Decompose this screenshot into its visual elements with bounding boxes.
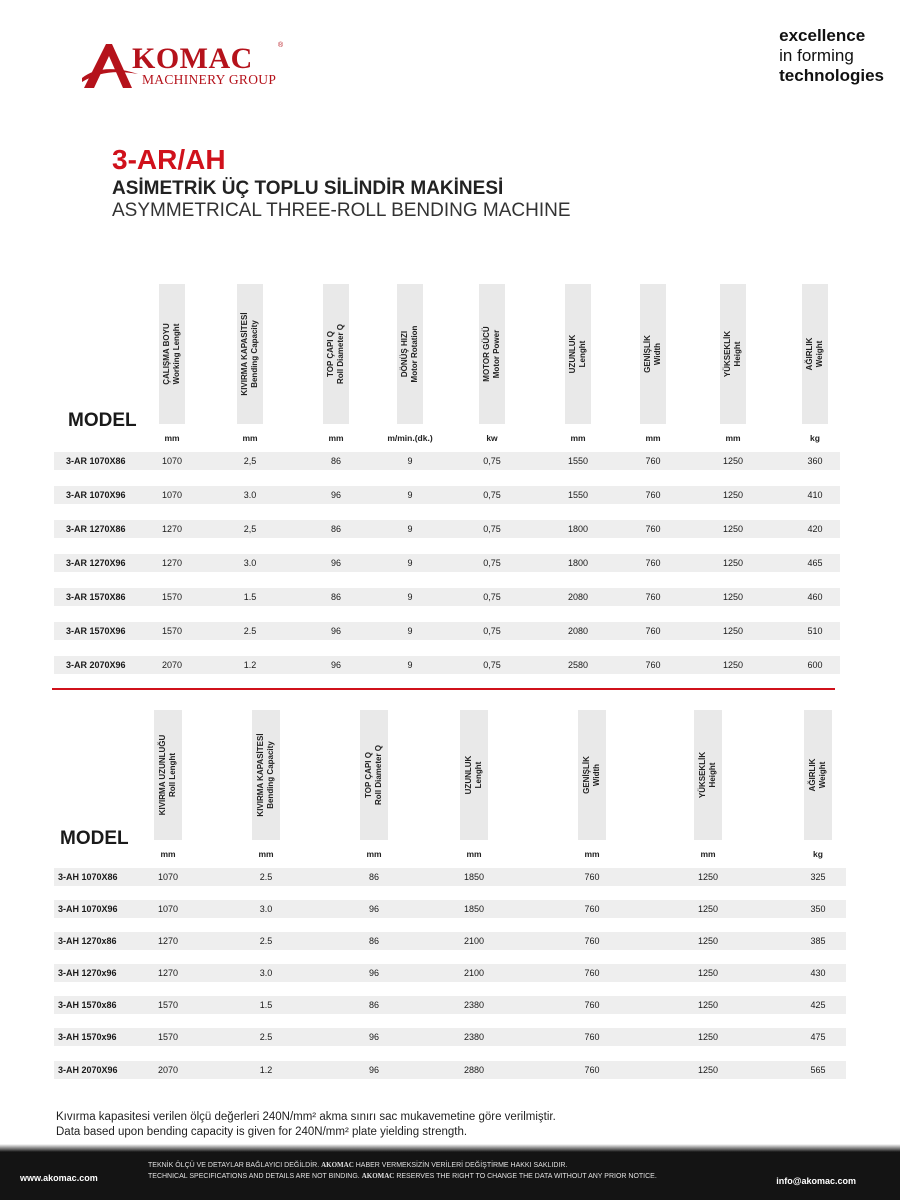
model-column-heading: MODEL <box>60 828 129 849</box>
row-value: 9 <box>407 490 413 500</box>
row-value: 600 <box>807 660 823 670</box>
logo-a-mark-icon <box>80 38 140 94</box>
row-value: 760 <box>584 872 600 882</box>
column-header-tr: DÖNÜŞ HIZI <box>400 330 409 378</box>
column-header-tr: UZUNLUK <box>568 334 577 374</box>
column-header-label <box>240 284 260 424</box>
row-model-name: 3-AR 2070X96 <box>66 660 126 670</box>
row-value: 760 <box>645 660 661 670</box>
column-header-en: Roll Lenght <box>168 753 177 797</box>
row-value: 2070 <box>157 1065 179 1075</box>
row-value: 86 <box>330 524 342 534</box>
row-value: 96 <box>330 558 342 568</box>
row-value: 465 <box>807 558 823 568</box>
column-header-tr: YÜKSEKLİK <box>698 751 707 799</box>
row-value: 1270 <box>161 524 183 534</box>
column-header <box>360 710 388 840</box>
model-column-heading: MODEL <box>68 410 137 431</box>
column-header-label <box>698 705 718 845</box>
footer-fade <box>0 1144 900 1152</box>
row-value: 460 <box>807 592 823 602</box>
row-value: 9 <box>407 660 413 670</box>
row-value: 0,75 <box>483 558 501 568</box>
column-header <box>565 284 591 424</box>
row-model-name: 3-AH 1270x96 <box>58 968 117 978</box>
column-unit: kw <box>486 433 498 443</box>
column-header-en: Bending Capacity <box>266 741 275 809</box>
column-header-tr: ÇALIŞMA BOYU <box>162 323 171 385</box>
row-value: 1570 <box>161 592 183 602</box>
product-code: 3-AR/AH <box>112 144 226 175</box>
row-value: 1250 <box>697 1000 719 1010</box>
row-value: 1250 <box>697 1032 719 1042</box>
row-value: 1250 <box>722 558 744 568</box>
row-value: 1800 <box>567 558 589 568</box>
column-header-label <box>162 284 182 424</box>
row-value: 385 <box>810 936 826 946</box>
row-value: 1270 <box>161 558 183 568</box>
row-value: 760 <box>645 626 661 636</box>
row-value: 3.0 <box>259 904 273 914</box>
column-header <box>460 710 488 840</box>
column-header-tr: UZUNLUK <box>464 755 473 795</box>
column-header-tr: TOP ÇAPI Q <box>326 331 335 377</box>
row-value: 1550 <box>567 490 589 500</box>
row-value: 2.5 <box>259 936 273 946</box>
column-header-label <box>464 705 484 845</box>
row-value: 1270 <box>157 968 179 978</box>
column-header-en: Weight <box>818 761 827 789</box>
disclaimer-tr-brand: AKOMAC <box>321 1161 354 1169</box>
column-header-label <box>582 705 602 845</box>
row-value: 96 <box>330 490 342 500</box>
row-value: 9 <box>407 524 413 534</box>
row-value: 86 <box>330 592 342 602</box>
row-value: 2.5 <box>259 1032 273 1042</box>
row-value: 1.2 <box>259 1065 273 1075</box>
column-header <box>154 710 182 840</box>
akomac-logo <box>80 38 290 94</box>
column-header-tr: GENİŞLİK <box>643 335 652 373</box>
column-header <box>479 284 505 424</box>
row-value: 96 <box>368 1032 380 1042</box>
row-value: 760 <box>584 904 600 914</box>
row-value: 9 <box>407 456 413 466</box>
logo-subtitle: MACHINERY GROUP <box>142 72 277 87</box>
row-value: 1270 <box>157 936 179 946</box>
disclaimer-en-post: RESERVES THE RIGHT TO CHANGE THE DATA WITHOUT ANY PRIOR NOTICE. <box>396 1173 657 1180</box>
column-header-tr: KIVIRMA UZUNLUĞU <box>158 734 167 816</box>
row-value: 0,75 <box>483 660 501 670</box>
row-value: 0,75 <box>483 524 501 534</box>
column-unit: mm <box>645 433 661 443</box>
disclaimer-en-pre: TECHNICAL SPECIFICATIONS AND DETAILS ARE NOT BINDING. <box>148 1173 360 1180</box>
column-header-label <box>256 705 276 845</box>
column-header-en: Lenght <box>474 761 483 789</box>
column-header-label <box>326 284 346 424</box>
row-model-name: 3-AH 1570x96 <box>58 1032 117 1042</box>
column-header <box>159 284 185 424</box>
row-value: 2070 <box>161 660 183 670</box>
column-header-tr: MOTOR GÜCÜ <box>482 326 491 382</box>
row-value: 86 <box>368 1000 380 1010</box>
footer-website-link[interactable]: www.akomac.com <box>20 1173 98 1183</box>
row-value: 1850 <box>463 904 485 914</box>
row-value: 1.5 <box>259 1000 273 1010</box>
column-header-label <box>808 705 828 845</box>
row-model-name: 3-AR 1570X86 <box>66 592 126 602</box>
column-header-en: Working Lenght <box>172 323 181 385</box>
column-unit: mm <box>328 433 344 443</box>
column-header <box>720 284 746 424</box>
row-value: 760 <box>645 456 661 466</box>
row-value: 2080 <box>567 592 589 602</box>
row-value: 2,5 <box>243 456 257 466</box>
column-unit: mm <box>164 433 180 443</box>
column-unit: mm <box>160 849 176 859</box>
column-unit: kg <box>810 433 820 443</box>
row-value: 0,75 <box>483 592 501 602</box>
row-value: 9 <box>407 592 413 602</box>
row-value: 1070 <box>157 872 179 882</box>
row-value: 86 <box>368 872 380 882</box>
column-header-tr: GENİŞLİK <box>582 756 591 794</box>
row-value: 96 <box>368 968 380 978</box>
footer-disclaimer <box>148 1160 657 1182</box>
row-value: 0,75 <box>483 490 501 500</box>
row-value: 760 <box>584 1000 600 1010</box>
row-value: 1250 <box>722 490 744 500</box>
row-value: 1570 <box>157 1032 179 1042</box>
column-header-en: Motor Rotation <box>410 325 419 383</box>
row-model-name: 3-AH 1570x86 <box>58 1000 117 1010</box>
row-value: 475 <box>810 1032 826 1042</box>
column-header-en: Height <box>733 341 742 367</box>
column-header <box>323 284 349 424</box>
column-header-en: Roll Diameter Q <box>374 745 383 806</box>
column-header-en: Bending Capacity <box>250 320 259 388</box>
row-value: 1570 <box>161 626 183 636</box>
disclaimer-tr <box>148 1160 657 1171</box>
tagline <box>779 26 884 86</box>
row-value: 360 <box>807 456 823 466</box>
row-model-name: 3-AH 1270x86 <box>58 936 117 946</box>
registered-mark: ® <box>278 42 284 49</box>
column-header-label <box>643 284 663 424</box>
row-value: 410 <box>807 490 823 500</box>
row-value: 86 <box>368 936 380 946</box>
column-header-label <box>158 705 178 845</box>
product-title-tr: ASİMETRİK ÜÇ TOPLU SİLİNDİR MAKİNESİ <box>112 178 504 199</box>
column-header-tr: KIVIRMA KAPASİTESİ <box>240 312 249 396</box>
row-value: 1550 <box>567 456 589 466</box>
disclaimer-tr-post: HABER VERMEKSİZİN VERİLERİ DEĞİŞTİRME HAKKI SAKLIDIR. <box>355 1162 568 1169</box>
column-unit: mm <box>258 849 274 859</box>
row-value: 2100 <box>463 936 485 946</box>
row-value: 3.0 <box>259 968 273 978</box>
column-header-en: Height <box>708 762 717 788</box>
row-value: 2080 <box>567 626 589 636</box>
column-header <box>804 710 832 840</box>
row-value: 1250 <box>722 660 744 670</box>
row-value: 1250 <box>722 456 744 466</box>
row-value: 1070 <box>161 490 183 500</box>
row-value: 86 <box>330 456 342 466</box>
row-value: 760 <box>645 592 661 602</box>
footer-email-link[interactable]: info@akomac.com <box>776 1176 856 1186</box>
column-header-label <box>400 284 420 424</box>
row-value: 1.2 <box>243 660 257 670</box>
column-unit: mm <box>584 849 600 859</box>
row-value: 1850 <box>463 872 485 882</box>
row-value: 1570 <box>157 1000 179 1010</box>
row-value: 760 <box>584 968 600 978</box>
row-model-name: 3-AH 1070X96 <box>58 904 118 914</box>
column-header-en: Width <box>592 763 601 787</box>
column-header <box>802 284 828 424</box>
column-header <box>397 284 423 424</box>
column-unit: kg <box>813 849 823 859</box>
row-value: 430 <box>810 968 826 978</box>
row-value: 420 <box>807 524 823 534</box>
row-value: 1.5 <box>243 592 257 602</box>
note-tr: Kıvırma kapasitesi verilen ölçü değerleri 240N/mm² akma sınırı sac mukavemetine göre verilmiştir. <box>56 1111 556 1123</box>
row-value: 1250 <box>697 872 719 882</box>
tagline-line-3: technologies <box>779 66 884 85</box>
row-value: 1250 <box>697 1065 719 1075</box>
row-value: 1250 <box>722 592 744 602</box>
row-value: 96 <box>330 626 342 636</box>
row-model-name: 3-AR 1070X86 <box>66 456 126 466</box>
row-value: 350 <box>810 904 826 914</box>
row-value: 96 <box>368 904 380 914</box>
column-header-label <box>723 284 743 424</box>
row-model-name: 3-AR 1270X86 <box>66 524 126 534</box>
row-value: 1250 <box>722 626 744 636</box>
row-value: 0,75 <box>483 626 501 636</box>
column-unit: m/min.(dk.) <box>387 433 433 443</box>
tagline-line-2: in forming <box>779 46 854 65</box>
column-header-tr: YÜKSEKLİK <box>723 330 732 378</box>
row-value: 1800 <box>567 524 589 534</box>
row-model-name: 3-AR 1070X96 <box>66 490 126 500</box>
row-model-name: 3-AR 1270X96 <box>66 558 126 568</box>
row-value: 2,5 <box>243 524 257 534</box>
row-model-name: 3-AH 2070X96 <box>58 1065 118 1075</box>
logo-wordmark: KOMAC <box>132 42 253 75</box>
row-value: 760 <box>584 1065 600 1075</box>
column-unit: mm <box>725 433 741 443</box>
section-divider <box>52 688 835 690</box>
row-value: 1070 <box>157 904 179 914</box>
column-header <box>578 710 606 840</box>
column-header-tr: AĞIRLIK <box>808 758 817 792</box>
row-value: 565 <box>810 1065 826 1075</box>
column-unit: mm <box>466 849 482 859</box>
column-header-label <box>805 284 825 424</box>
column-header-label <box>482 284 502 424</box>
row-value: 2880 <box>463 1065 485 1075</box>
column-header <box>252 710 280 840</box>
row-model-name: 3-AH 1070X86 <box>58 872 118 882</box>
product-title-en: ASYMMETRICAL THREE-ROLL BENDING MACHINE <box>112 200 571 221</box>
column-header <box>640 284 666 424</box>
column-header-en: Width <box>653 342 662 366</box>
row-value: 9 <box>407 558 413 568</box>
note-en: Data based upon bending capacity is given for 240N/mm² plate yielding strength. <box>56 1126 468 1138</box>
row-value: 3.0 <box>243 490 257 500</box>
column-header-label <box>568 284 588 424</box>
column-header-en: Lenght <box>578 340 587 368</box>
row-value: 2380 <box>463 1000 485 1010</box>
column-header-en: Roll Diameter Q <box>336 324 345 385</box>
row-value: 1250 <box>722 524 744 534</box>
row-value: 2100 <box>463 968 485 978</box>
disclaimer-en <box>148 1171 657 1182</box>
row-value: 2380 <box>463 1032 485 1042</box>
row-value: 1250 <box>697 968 719 978</box>
column-unit: mm <box>570 433 586 443</box>
row-value: 2.5 <box>259 872 273 882</box>
column-unit: mm <box>700 849 716 859</box>
row-value: 2.5 <box>243 626 257 636</box>
column-header-label <box>364 705 384 845</box>
column-header-en: Weight <box>815 340 824 368</box>
row-value: 0,75 <box>483 456 501 466</box>
row-value: 760 <box>584 1032 600 1042</box>
column-unit: mm <box>366 849 382 859</box>
footer-bar <box>0 1152 900 1200</box>
row-value: 1070 <box>161 456 183 466</box>
column-header <box>237 284 263 424</box>
column-header <box>694 710 722 840</box>
row-value: 2580 <box>567 660 589 670</box>
row-value: 1250 <box>697 904 719 914</box>
column-unit: mm <box>242 433 258 443</box>
disclaimer-en-brand: AKOMAC <box>361 1172 395 1180</box>
row-value: 510 <box>807 626 823 636</box>
tagline-line-1: excellence <box>779 26 866 45</box>
row-value: 3.0 <box>243 558 257 568</box>
row-model-name: 3-AR 1570X96 <box>66 626 126 636</box>
row-value: 325 <box>810 872 826 882</box>
row-value: 760 <box>645 558 661 568</box>
row-value: 1250 <box>697 936 719 946</box>
row-value: 425 <box>810 1000 826 1010</box>
row-value: 760 <box>645 490 661 500</box>
column-header-en: Motor Power <box>492 329 501 379</box>
row-value: 760 <box>645 524 661 534</box>
disclaimer-tr-pre: TEKNİK ÖLÇÜ VE DETAYLAR BAĞLAYICI DEĞİLDİR. <box>148 1162 320 1169</box>
column-header-tr: TOP ÇAPI Q <box>364 752 373 798</box>
row-value: 9 <box>407 626 413 636</box>
column-header-tr: KIVIRMA KAPASİTESİ <box>256 733 265 817</box>
row-value: 96 <box>368 1065 380 1075</box>
row-value: 760 <box>584 936 600 946</box>
row-value: 96 <box>330 660 342 670</box>
column-header-tr: AĞIRLIK <box>805 337 814 371</box>
